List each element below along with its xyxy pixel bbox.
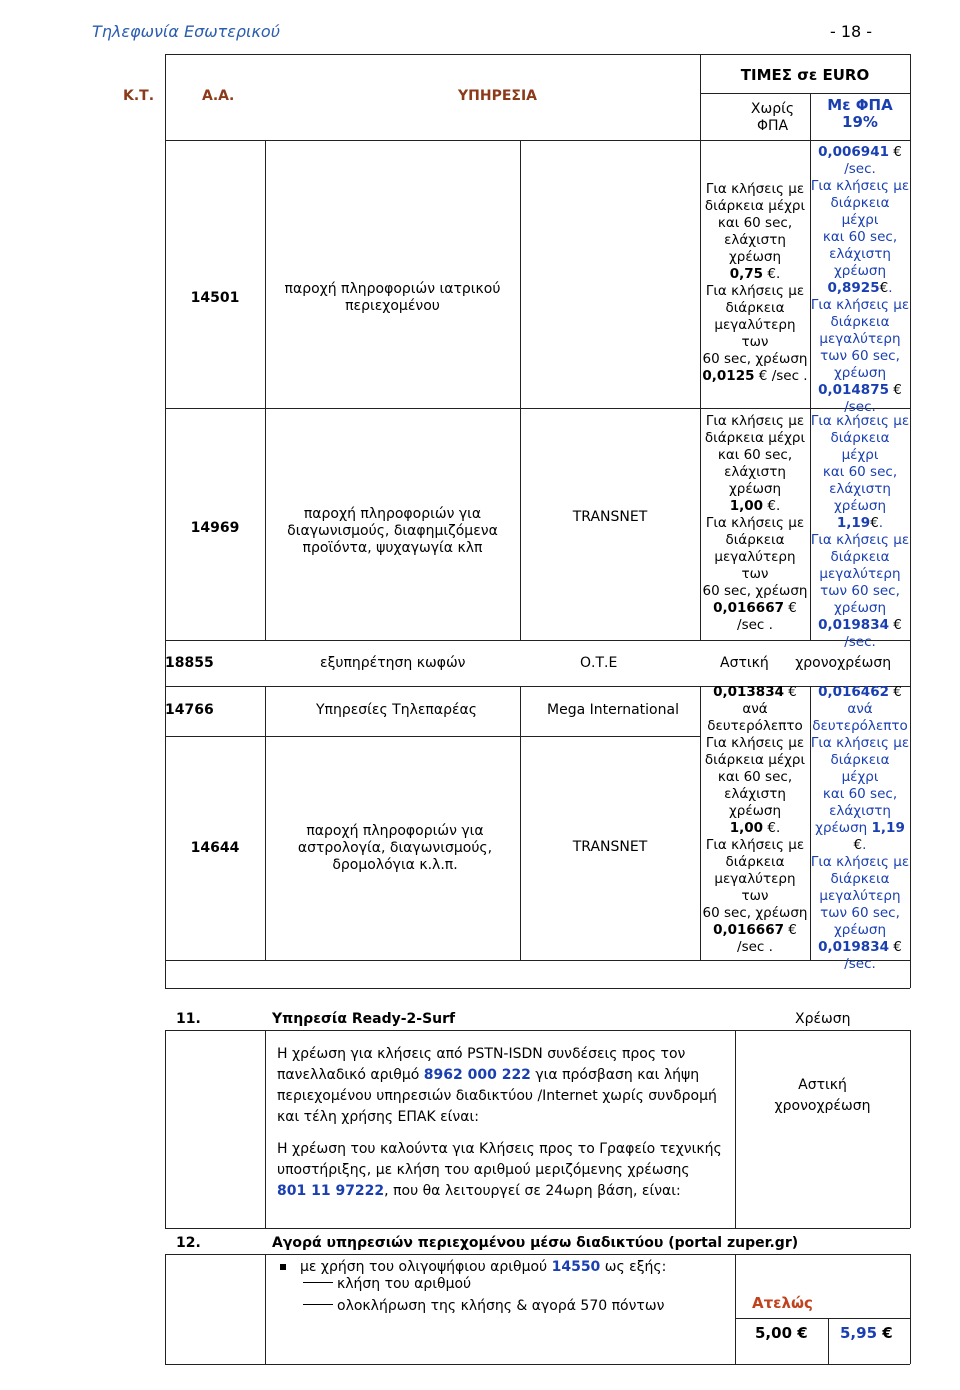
price-line: διάρκεια μέχρι — [830, 430, 890, 463]
col-header-no-vat — [735, 97, 810, 139]
price-line: Για κλήσεις με — [810, 532, 910, 548]
per-sec: /sec . — [771, 368, 808, 384]
rate-value: 0,016462 — [818, 684, 889, 700]
page-number: - 18 - — [830, 22, 873, 41]
col-header-aa: Α.Α. — [202, 88, 235, 104]
rate-value: 0,016667 — [713, 922, 784, 938]
price-line: ελάχιστη — [829, 803, 891, 819]
euro-symbol: € — [893, 684, 902, 700]
price-line: διάρκεια — [830, 549, 890, 565]
price-line: ελάχιστη — [829, 481, 891, 497]
min-charge-value: 1,00 — [729, 820, 764, 836]
price-line: διάρκεια μέχρι — [704, 198, 806, 214]
section-12-bullet — [280, 1258, 666, 1276]
section-12-free-label: Ατελώς — [752, 1294, 813, 1312]
vat-label-2: 19% — [842, 113, 878, 131]
text-line: για πρόσβαση και λήψη — [530, 1067, 700, 1083]
euro-symbol: € — [853, 837, 863, 853]
section-12-step-2: ολοκλήρωση της κλήσης & αγορά 570 πόντων — [337, 1298, 665, 1314]
price-vat-14501: 0,006941 € /sec. Για κλήσεις με διάρκεια μέχρι και 60 sec, ελάχιστη χρέωση 0,8925€. Για κλήσεις με διάρκεια μεγαλύτερη των 60 sec, χρέωση 0,014875 € /sec. — [810, 144, 910, 415]
section-11-title: Υπηρεσία Ready-2-Surf — [272, 1011, 456, 1027]
row-service-14969: παροχή πληροφοριών για διαγωνισμούς, διαφημιζόμενα προϊόντα, ψυχαγωγία κλπ — [287, 505, 498, 556]
euro-symbol: € — [893, 382, 902, 398]
min-charge-value: 1,19 — [871, 820, 905, 836]
text-line: , που θα λειτουργεί σε 24ωρη βάση, είναι: — [384, 1183, 681, 1199]
no-vat-label: Χωρίς ΦΠΑ — [750, 101, 795, 134]
price-line: των 60 sec, — [820, 583, 900, 599]
price-line: των 60 sec, — [820, 905, 900, 921]
per-sec: /sec. — [844, 399, 876, 415]
price-line: Για κλήσεις με — [705, 837, 805, 853]
price-value: 5,00 — [755, 1324, 793, 1342]
price-novat-14969: Για κλήσεις με διάρκεια μέχρι και 60 sec, ελάχιστη χρέωση 1,00 €. Για κλήσεις με διάρκεια μεγαλύτερη των 60 sec, χρέωση 0,016667 € /sec . — [700, 413, 810, 634]
row-service-14644: παροχή πληροφοριών για αστρολογία, διαγωνισμούς, δρομολόγια κ.λ.π. — [297, 822, 493, 873]
euro-symbol: € — [788, 922, 797, 938]
price-line: χρέωση — [815, 820, 868, 836]
rate-value: 0,006941 — [818, 144, 889, 160]
section-12-title: Αγορά υπηρεσιών περιεχομένου μέσω διαδικτύου (portal zuper.gr) — [272, 1235, 799, 1251]
row-provider-14766: Mega International — [547, 702, 679, 718]
euro-symbol: € — [882, 1324, 893, 1342]
phone-number: 801 11 97222 — [277, 1183, 385, 1199]
text-line: πανελλαδικό αριθμό — [277, 1067, 424, 1083]
price-novat-14644: 0,013834 € ανά δευτερόλεπτο Για κλήσεις με διάρκεια μέχρι και 60 sec, ελάχιστη χρέωση 1,00 €. Για κλήσεις με διάρκεια μεγαλύτερη των 60 sec, χρέωση 0,016667 € /sec . — [700, 684, 810, 956]
euro-symbol: € — [893, 939, 902, 955]
min-charge-value: 0,75 — [729, 266, 764, 282]
price-line: δευτερόλεπτο — [812, 718, 908, 734]
rate-value: 0,019834 — [818, 939, 889, 955]
price-novat-14501: Για κλήσεις με διάρκεια μέχρι και 60 sec, ελάχιστη χρέωση 0,75 €. Για κλήσεις με διάρκεια μεγαλύτερη των 60 sec, χρέωση 0,0125 € /sec . — [700, 181, 810, 385]
row-provider-18855: Ο.Τ.Ε — [580, 655, 618, 671]
col-header-prices: ΤΙΜΕΣ σε EURO — [740, 65, 870, 84]
price-line: και 60 sec, — [717, 215, 793, 231]
per-sec: /sec. — [844, 634, 876, 650]
price-line: Για κλήσεις με — [705, 515, 805, 531]
price-line: μεγαλύτερη — [819, 566, 901, 582]
price-line: Για κλήσεις με — [810, 178, 910, 194]
euro-symbol: € — [788, 600, 797, 616]
col-header-vat — [810, 97, 910, 131]
price-line: μεγαλύτερη των — [714, 317, 796, 350]
price-line: Για κλήσεις με — [810, 854, 910, 870]
section-12-number: 12. — [176, 1235, 201, 1251]
euro-symbol: € — [893, 144, 902, 160]
price-line: και 60 sec, — [717, 447, 793, 463]
euro-symbol: € — [797, 1324, 808, 1342]
row-code-14501: 14501 — [190, 289, 240, 306]
price-line: μεγαλύτερη — [819, 331, 901, 347]
price-line: διάρκεια μέχρι — [830, 752, 890, 785]
row-charge-18855: Αστική χρονοχρέωση — [720, 655, 892, 671]
price-line: 60 sec, χρέωση — [702, 351, 808, 367]
price-line: Για κλήσεις με — [705, 283, 805, 299]
euro-symbol: € — [767, 266, 776, 282]
price-value: 5,95 — [840, 1324, 878, 1342]
price-line: ανά — [742, 701, 768, 717]
price-line: διάρκεια μέχρι — [830, 195, 890, 228]
euro-symbol: € — [758, 368, 768, 384]
price-line: διάρκεια μέχρι — [704, 752, 806, 768]
text-line: και τέλη χρήσης ΕΠΑΚ είναι: — [277, 1109, 479, 1125]
section-11-paragraph-1 — [277, 1044, 717, 1128]
price-line: 60 sec, χρέωση — [702, 583, 808, 599]
row-code-14969: 14969 — [190, 519, 240, 536]
euro-symbol: € — [893, 617, 902, 633]
row-service-18855: εξυπηρέτηση κωφών — [320, 655, 466, 671]
price-line: Για κλήσεις με — [810, 735, 910, 751]
text-line: Η χρέωση του καλούντα για Κλήσεις προς το Γραφείο τεχνικής — [277, 1141, 722, 1157]
price-line: διάρκεια — [725, 532, 785, 548]
euro-symbol: € — [870, 515, 879, 531]
per-sec: /sec. — [844, 956, 876, 972]
rate-value: 0,016667 — [713, 600, 784, 616]
euro-symbol: € — [767, 820, 776, 836]
price-line: διάρκεια — [725, 854, 785, 870]
vat-label-1: Με ΦΠΑ — [827, 96, 893, 114]
section-11-charge — [760, 1075, 885, 1117]
document-title: Τηλεφωνία Εσωτερικού — [92, 22, 280, 41]
bullet-square-icon — [280, 1264, 286, 1270]
price-line: ελάχιστη χρέωση — [724, 786, 786, 819]
text-line: περιεχομένου υπηρεσιών διαδικτύου /Internet χωρίς συνδρομή — [277, 1088, 717, 1104]
euro-symbol: € — [788, 684, 797, 700]
price-line: και 60 sec, — [822, 464, 898, 480]
price-line: μεγαλύτερη των — [714, 549, 796, 582]
phone-number: 8962 000 222 — [423, 1067, 531, 1083]
price-line: διάρκεια μέχρι — [704, 430, 806, 446]
row-code-18855: 18855 — [165, 655, 214, 671]
charge-line: Αστική — [798, 1077, 847, 1093]
col-header-kt: Κ.Τ. — [123, 88, 155, 104]
euro-symbol: € — [879, 280, 889, 296]
dash-icon — [303, 1304, 333, 1305]
price-line: διάρκεια — [830, 871, 890, 887]
charge-line: χρονοχρέωση — [774, 1098, 871, 1114]
row-code-14766: 14766 — [165, 702, 214, 718]
price-line: ελάχιστη χρέωση — [724, 464, 786, 497]
provider-transnet-14644: TRANSNET — [572, 838, 648, 855]
price-line: ελάχιστη χρέωση — [724, 232, 786, 265]
section-12-price-novat — [755, 1324, 808, 1342]
price-line: των 60 sec, — [820, 348, 900, 364]
price-line: Για κλήσεις με — [705, 181, 805, 197]
per-sec: /sec . — [737, 617, 773, 633]
rate-value: 0,019834 — [818, 617, 889, 633]
section-12-price-vat — [840, 1324, 893, 1342]
rate-value: 0,014875 — [818, 382, 889, 398]
text-line: με χρήση του ολιγοψήφιου αριθμού — [300, 1259, 552, 1275]
price-line: χρέωση — [833, 263, 887, 279]
row-code-14644: 14644 — [190, 839, 240, 856]
price-line: μεγαλύτερη — [819, 888, 901, 904]
price-line: και 60 sec, — [822, 229, 898, 245]
section-12-step-1: κλήση του αριθμού — [337, 1276, 472, 1292]
rate-value: 0,0125 — [702, 368, 755, 384]
row-service-14501: παροχή πληροφοριών ιατρικού περιεχομένου — [284, 281, 501, 314]
price-line: Για κλήσεις με — [810, 297, 910, 313]
short-number: 14550 — [551, 1259, 601, 1275]
text-line: υποστήριξης, με κλήση του αριθμού μεριζόμενης χρέωσης — [277, 1162, 690, 1178]
euro-symbol: € — [767, 498, 776, 514]
provider-transnet: TRANSNET — [572, 508, 648, 525]
price-line: Για κλήσεις με — [705, 735, 805, 751]
price-line: 60 sec, χρέωση — [702, 905, 808, 921]
per-sec: /sec. — [844, 161, 876, 177]
price-line: δευτερόλεπτο — [707, 718, 803, 734]
price-line: και 60 sec, — [822, 786, 898, 802]
price-vat-14644: 0,016462 € ανά δευτερόλεπτο Για κλήσεις με διάρκεια μέχρι και 60 sec, ελάχιστη χρέωση 1,19 €. Για κλήσεις με διάρκεια μεγαλύτερη των 60 sec, χρέωση 0,019834 € /sec. — [810, 684, 910, 972]
price-line: χρέωση — [833, 365, 887, 381]
text-line: Η χρέωση για κλήσεις από PSTN-ISDN συνδέσεις προς τον — [277, 1046, 686, 1062]
price-line: ανά — [847, 701, 873, 717]
price-line: και 60 sec, — [717, 769, 793, 785]
per-sec: /sec . — [737, 939, 773, 955]
price-line: ελάχιστη — [829, 246, 891, 262]
section-11-charge-header: Χρέωση — [795, 1011, 851, 1027]
row-service-14766: Υπηρεσίες Τηλεπαρέας — [316, 702, 477, 718]
min-charge-value: 0,8925 — [827, 280, 880, 296]
text-line: ως εξής: — [600, 1259, 667, 1275]
price-vat-14969: Για κλήσεις με διάρκεια μέχρι και 60 sec, ελάχιστη χρέωση 1,19€. Για κλήσεις με διάρκεια μεγαλύτερη των 60 sec, χρέωση 0,019834 € /sec. — [810, 413, 910, 650]
rate-value: 0,013834 — [713, 684, 784, 700]
min-charge-value: 1,19 — [836, 515, 871, 531]
price-line: χρέωση — [833, 922, 887, 938]
section-11-number: 11. — [176, 1011, 201, 1027]
price-line: διάρκεια — [725, 300, 785, 316]
price-line: Για κλήσεις με — [810, 413, 910, 429]
price-line: χρέωση — [833, 498, 887, 514]
price-line: χρέωση — [833, 600, 887, 616]
price-line: διάρκεια — [830, 314, 890, 330]
section-11-paragraph-2 — [277, 1139, 722, 1202]
price-line: Για κλήσεις με — [705, 413, 805, 429]
price-line: μεγαλύτερη των — [714, 871, 796, 904]
col-header-service: ΥΠΗΡΕΣΙΑ — [458, 88, 538, 104]
min-charge-value: 1,00 — [729, 498, 764, 514]
dash-icon — [303, 1282, 333, 1283]
